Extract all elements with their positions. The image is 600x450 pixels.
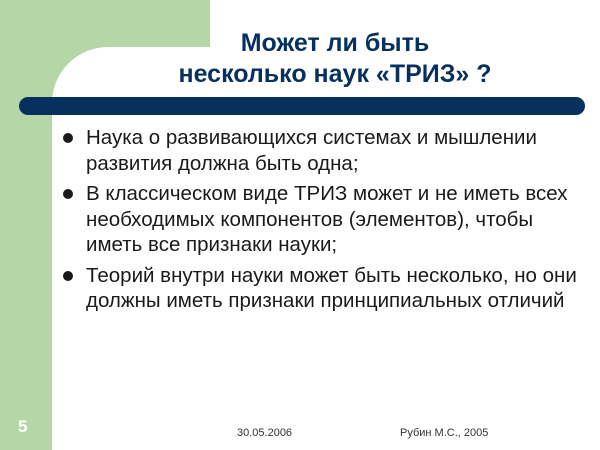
slide-title — [100, 28, 570, 90]
footer-date: 30.05.2006 — [237, 427, 293, 439]
page-number: 5 — [18, 417, 28, 436]
bullet-list — [60, 125, 580, 319]
bullet-text: Наука о развивающихся системах и мышлении развития должна быть одна; — [86, 126, 537, 175]
bullet-dot-icon — [63, 189, 73, 199]
bullet-item — [60, 181, 580, 258]
slide-title-line-1: Может ли быть — [240, 29, 430, 57]
slide-title-line-2: несколько наук «ТРИЗ» ? — [178, 60, 492, 88]
bullet-text: Теорий внутри науки может быть несколько, но они должны иметь признаки принципиальных отличий — [86, 263, 577, 312]
bullet-text: В классическом виде ТРИЗ может и не иметь всех необходимых компонентов (элементов), чтобы иметь все признаки науки; — [86, 182, 568, 256]
bullet-item — [60, 125, 580, 176]
bullet-item — [60, 263, 580, 314]
footer-author: Рубин М.С., 2005 — [400, 427, 489, 439]
bullet-dot-icon — [63, 271, 73, 281]
bullet-dot-icon — [63, 133, 73, 143]
title-underline-bar — [19, 97, 585, 115]
